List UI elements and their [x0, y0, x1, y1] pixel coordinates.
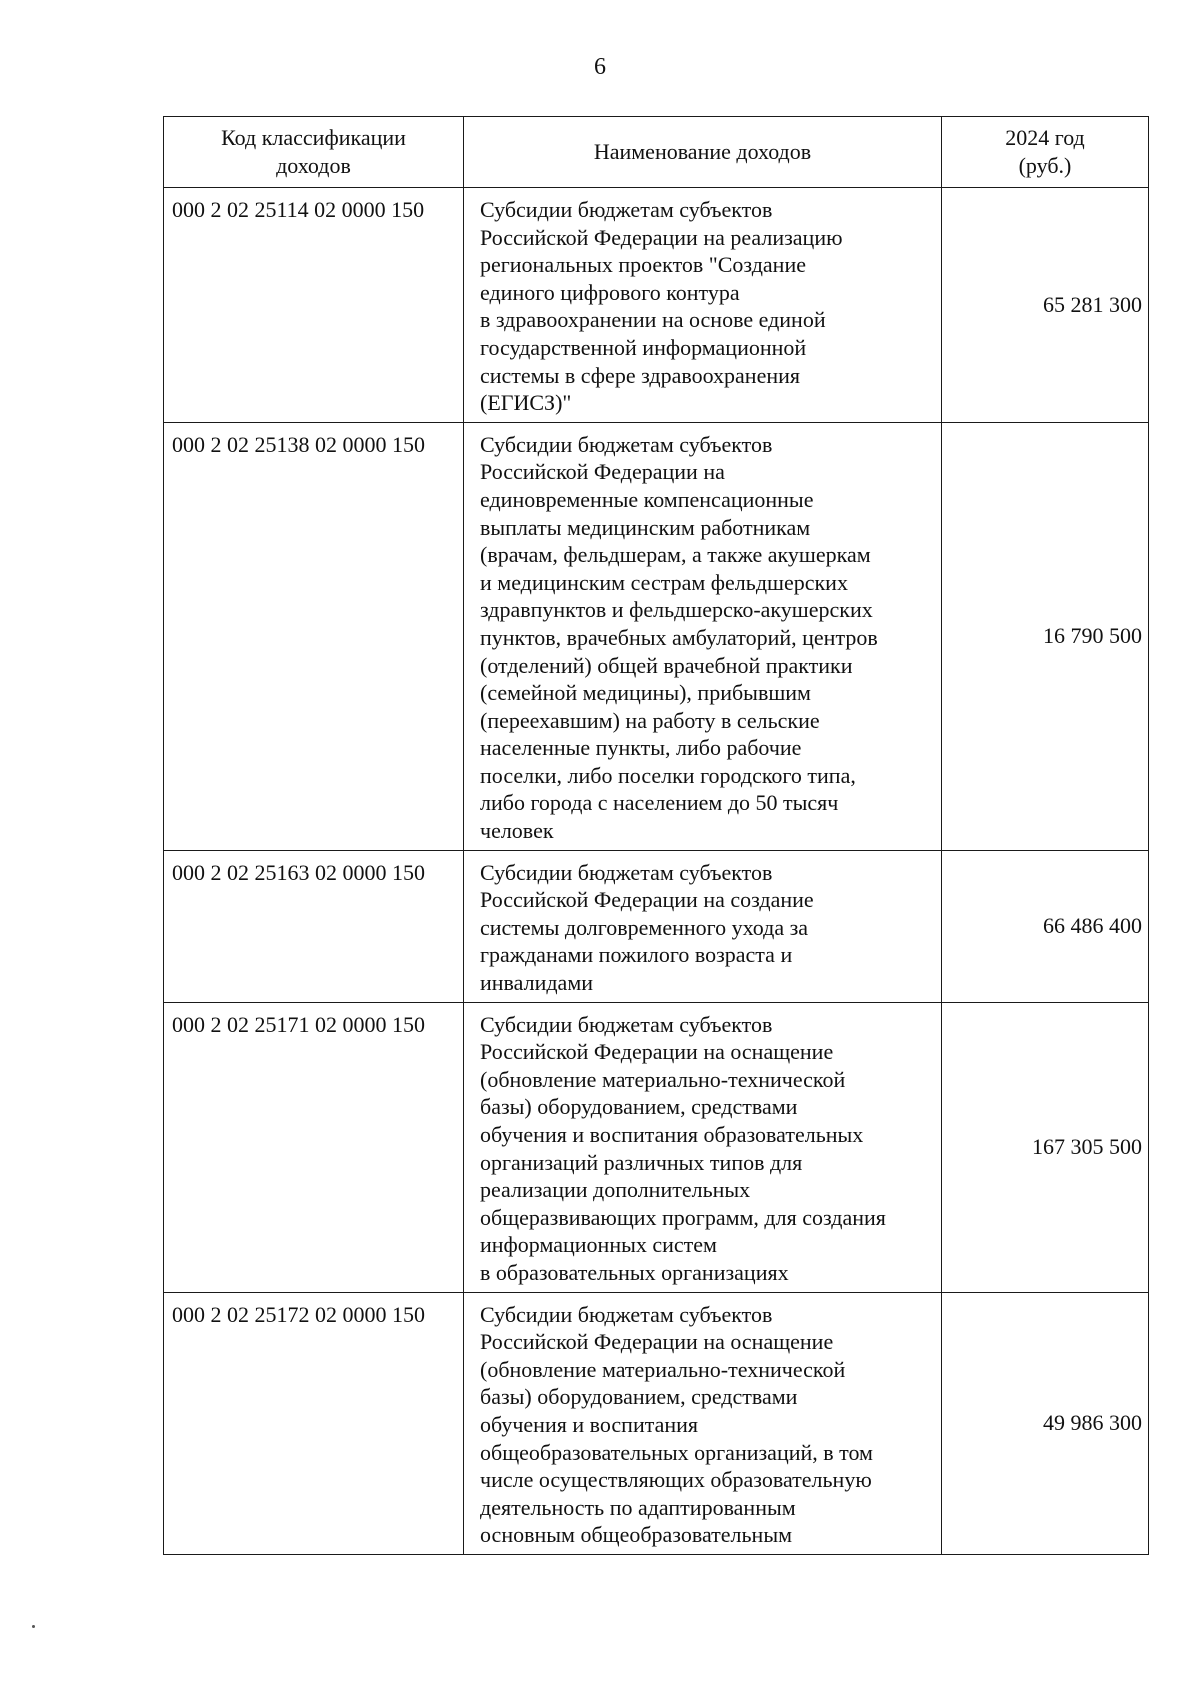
- scan-speck: [32, 1625, 35, 1628]
- income-amount-cell: 66 486 400: [942, 850, 1149, 1002]
- table-row: [164, 1292, 1149, 1554]
- income-code-cell: 000 2 02 25138 02 0000 150: [164, 422, 464, 850]
- table-row: [164, 188, 1149, 423]
- income-amount-cell: 16 790 500: [942, 422, 1149, 850]
- income-amount-cell: 65 281 300: [942, 188, 1149, 423]
- table-row: [164, 1002, 1149, 1292]
- header-name: Наименование доходов: [464, 117, 942, 188]
- table-header-row: [164, 117, 1149, 188]
- table-row: [164, 422, 1149, 850]
- income-name-cell: Субсидии бюджетам субъектов Российской Федерации на реализацию региональных проектов "Создание единого цифрового контура в здравоохранении на основе единой государственной информационной системы в сфере здравоохранения (ЕГИСЗ)": [464, 188, 942, 423]
- income-code-cell: 000 2 02 25171 02 0000 150: [164, 1002, 464, 1292]
- header-amount: 2024 год (руб.): [942, 117, 1149, 188]
- page-number: 6: [594, 54, 606, 80]
- income-amount-cell: 49 986 300: [942, 1292, 1149, 1554]
- income-code-cell: 000 2 02 25172 02 0000 150: [164, 1292, 464, 1554]
- income-name-cell: Субсидии бюджетам субъектов Российской Федерации на единовременные компенсационные выплаты медицинским работникам (врачам, фельдшерам, а также акушеркам и медицинским сестрам фельдшерских здравпунктов и фельдшерско-акушерских пунктов, врачебных амбулаторий, центров (отделений) общей врачебной практики (семейной медицины), прибывшим (переехавшим) на работу в сельские населенные пункты, либо рабочие поселки, либо поселки городского типа, либо города с населением до 50 тысяч человек: [464, 422, 942, 850]
- income-amount-cell: 167 305 500: [942, 1002, 1149, 1292]
- income-table: [163, 116, 1149, 1555]
- table-row: [164, 850, 1149, 1002]
- income-name-cell: Субсидии бюджетам субъектов Российской Федерации на создание системы долговременного ухода за гражданами пожилого возраста и инвалидами: [464, 850, 942, 1002]
- income-code-cell: 000 2 02 25163 02 0000 150: [164, 850, 464, 1002]
- income-code-cell: 000 2 02 25114 02 0000 150: [164, 188, 464, 423]
- income-name-cell: Субсидии бюджетам субъектов Российской Федерации на оснащение (обновление материально-технической базы) оборудованием, средствами обучения и воспитания образовательных организаций различных типов для реализации дополнительных общеразвивающих программ, для создания информационных систем в образовательных организациях: [464, 1002, 942, 1292]
- income-name-cell: Субсидии бюджетам субъектов Российской Федерации на оснащение (обновление материально-технической базы) оборудованием, средствами обучения и воспитания общеобразовательных организаций, в том числе осуществляющих образовательную деятельность по адаптированным основным общеобразовательным: [464, 1292, 942, 1554]
- header-code: Код классификации доходов: [164, 117, 464, 188]
